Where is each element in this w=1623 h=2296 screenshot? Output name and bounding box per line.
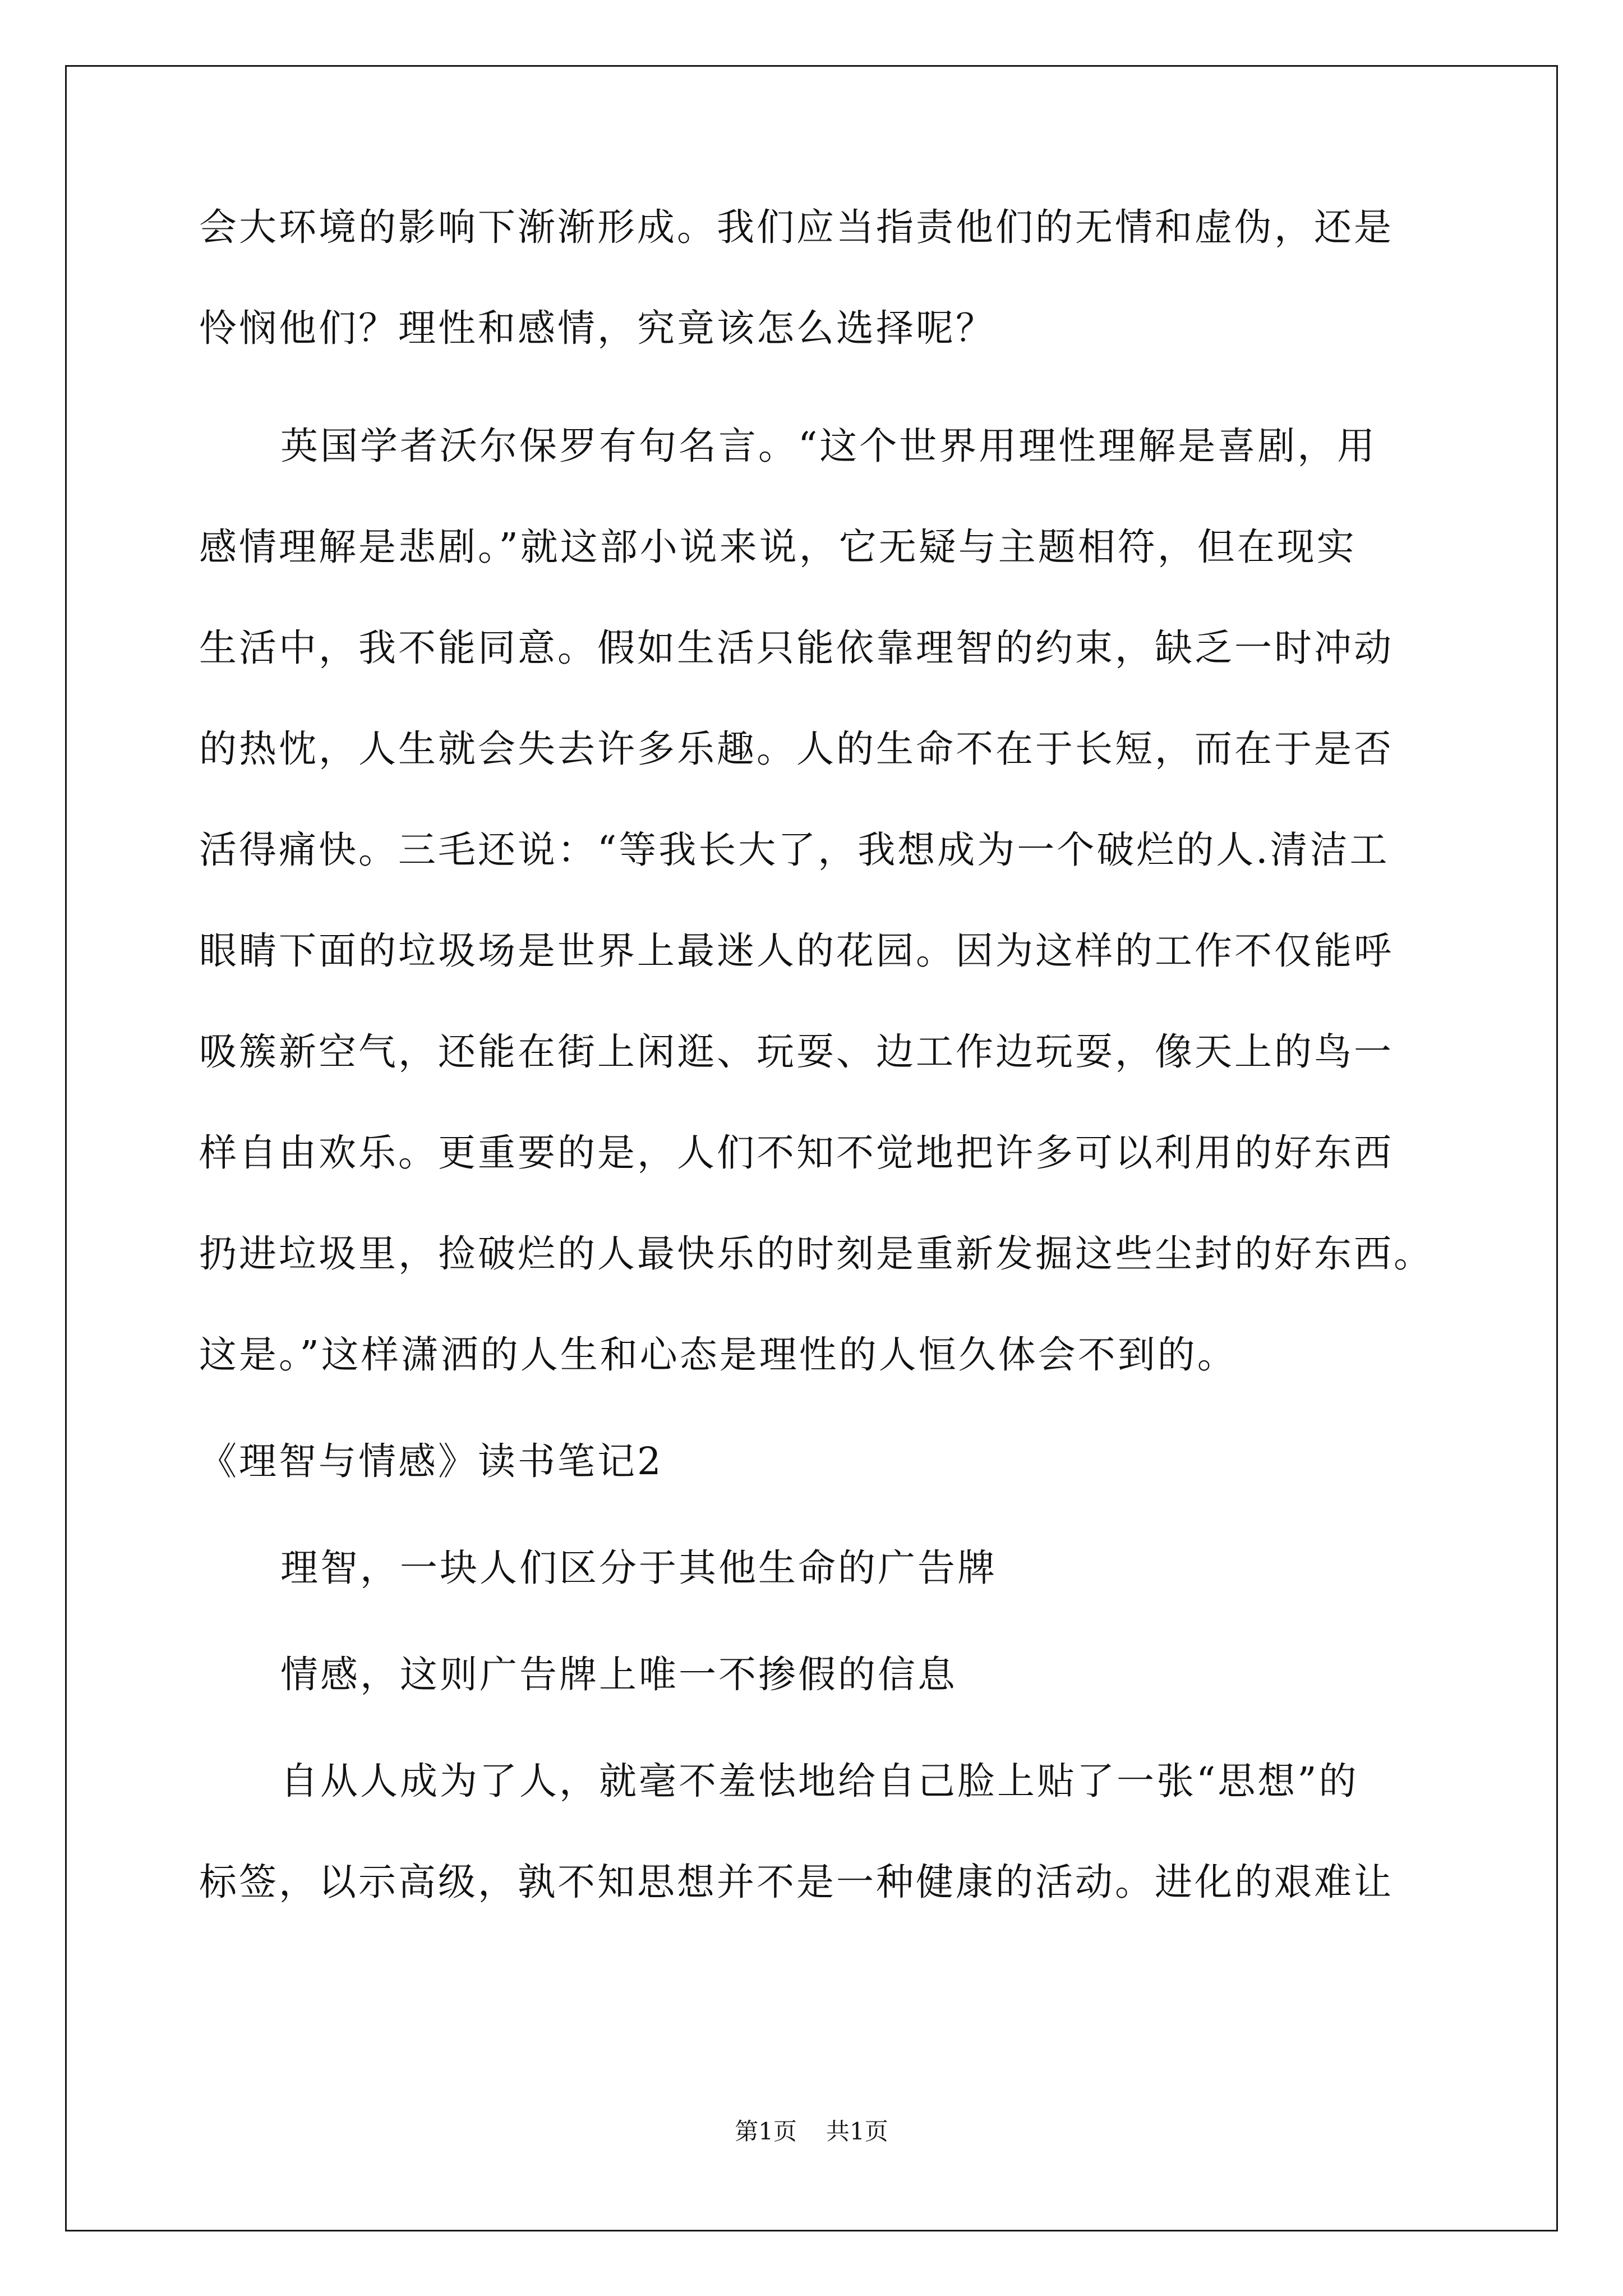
paragraph-line: 自从人成为了人，就毫不羞怯地给自己脸上贴了一张“思想”的 bbox=[280, 1759, 1359, 1803]
paragraph-line: 标签，以示高级，孰不知思想并不是一种健康的活动。进化的艰难让 bbox=[199, 1860, 1394, 1904]
paragraph-line: 吸簇新空气，还能在街上闲逛、玩耍、边工作边玩耍，像天上的鸟一 bbox=[199, 1030, 1394, 1074]
page-footer bbox=[0, 2118, 1623, 2146]
page-number: 第1页 bbox=[735, 2118, 797, 2145]
paragraph-line: 的热忱，人生就会失去许多乐趣。人的生命不在于长短，而在于是否 bbox=[199, 727, 1394, 771]
paragraph-line: 感情理解是悲剧。”就这部小说来说，它无疑与主题相符，但在现实 bbox=[199, 525, 1357, 569]
paragraph-line: 生活中，我不能同意。假如生活只能依靠理智的约束，缺乏一时冲动 bbox=[199, 626, 1394, 670]
paragraph-line: 眼睛下面的垃圾场是世界上最迷人的花园。因为这样的工作不仅能呼 bbox=[199, 929, 1394, 973]
paragraph-line: 扔进垃圾里，捡破烂的人最快乐的时刻是重新发掘这些尘封的好东西。 bbox=[199, 1232, 1433, 1276]
page-total: 共1页 bbox=[826, 2118, 888, 2145]
paragraph-line: 英国学者沃尔保罗有句名言。“这个世界用理性理解是喜剧，用 bbox=[280, 424, 1377, 468]
paragraph-line: 理智，一块人们区分于其他生命的广告牌 bbox=[280, 1546, 997, 1590]
section-heading: 《理智与情感》读书笔记2 bbox=[199, 1439, 663, 1483]
paragraph-line: 怜悯他们？理性和感情，究竟该怎么选择呢？ bbox=[199, 306, 995, 350]
paragraph-line: 这是。”这样潇洒的人生和心态是理性的人恒久体会不到的。 bbox=[199, 1333, 1237, 1377]
paragraph-line: 会大环境的影响下渐渐形成。我们应当指责他们的无情和虚伪，还是 bbox=[199, 205, 1394, 249]
paragraph-line: 样自由欢乐。更重要的是，人们不知不觉地把许多可以利用的好东西 bbox=[199, 1131, 1394, 1175]
paragraph-line: 活得痛快。三毛还说：“等我长大了，我想成为一个破烂的人.清洁工 bbox=[199, 828, 1390, 872]
paragraph-line: 情感，这则广告牌上唯一不掺假的信息 bbox=[280, 1653, 957, 1696]
